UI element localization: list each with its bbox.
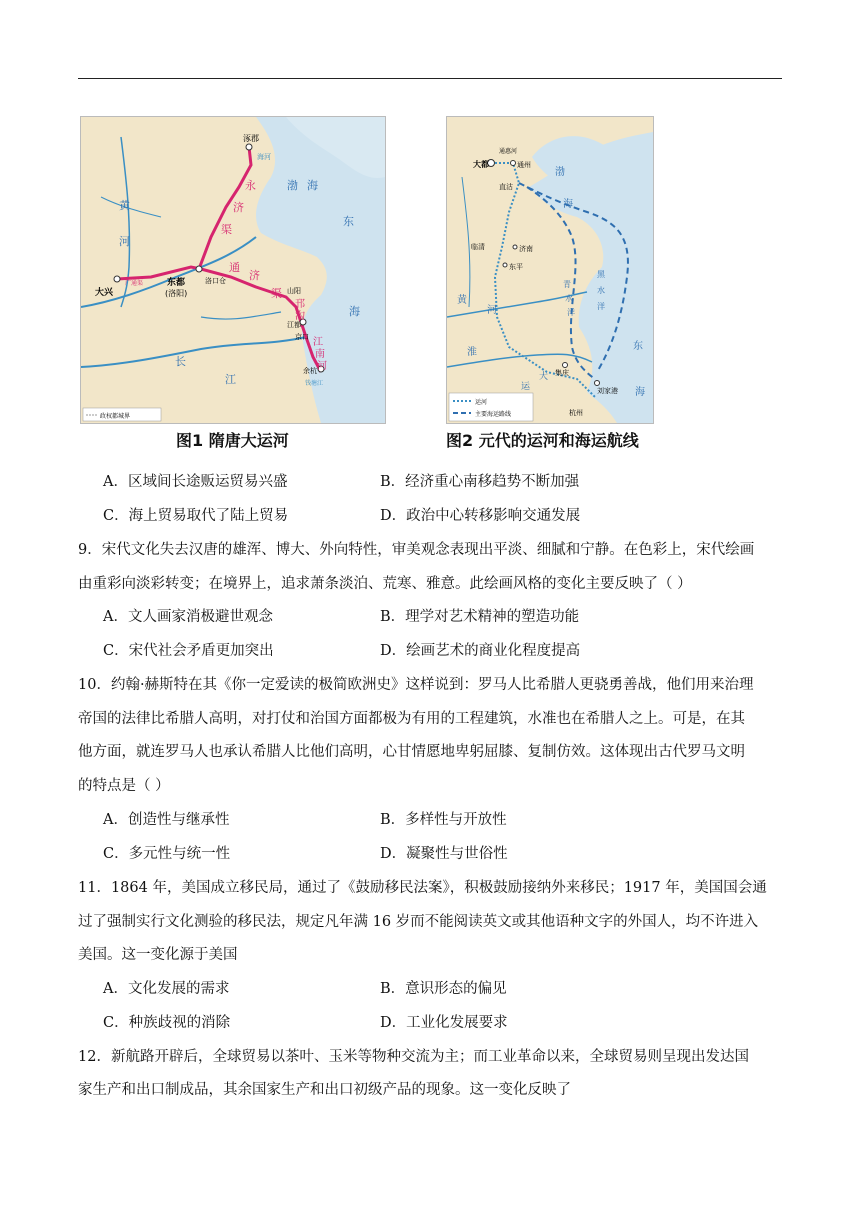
q9-line-1: 9．宋代文化失去汉唐的雄浑、博大、外向特性，审美观念表现出平淡、细腻和宁静。在色彩上，宋代绘画 <box>78 542 755 558</box>
fig1-label-guangtongqu: 广通渠 <box>125 280 144 287</box>
fig2-label-bo: 渤 <box>555 167 565 178</box>
fig1-label-yong: 永 <box>245 179 256 192</box>
q12-line-1: 12．新航路开辟后，全球贸易以茶叶、玉米等物种交流为主；而工业革命以来，全球贸易则呈现出发达国 <box>78 1049 749 1065</box>
q12-line-2: 家生产和出口制成品，其余国家生产和出口初级产品的现象。这一变化反映了 <box>78 1082 571 1098</box>
fig2-caption: 图2 元代的运河和海运航线 <box>446 431 639 450</box>
fig1-label-jiang: 江 <box>225 373 236 386</box>
fig1-label-haihe: 海河 <box>257 153 271 161</box>
fig2-label-hai2: 海 <box>635 387 645 398</box>
fig1-label-daxing: 大兴 <box>95 288 114 298</box>
q8-option-d[interactable]: D．政治中心转移影响交通发展 <box>380 508 581 524</box>
map-yuan-canal-sea-route <box>446 116 654 424</box>
fig1-label-luokoucang: 洛口仓 <box>205 277 226 285</box>
fig1-legend: 政权都城界 <box>100 413 131 420</box>
fig2-label-shui2: 水 <box>597 286 605 295</box>
fig2-label-huang: 黄 <box>457 295 467 306</box>
fig1-label-gou: 沟 <box>295 311 305 322</box>
fig1-label-chang: 长 <box>175 355 186 368</box>
fig2-label-hangzhou: 杭州 <box>569 409 583 417</box>
q8-option-a[interactable]: A．区域间长途贩运贸易兴盛 <box>103 474 288 490</box>
fig1-label-nan: 南 <box>315 349 325 360</box>
q11-line-3: 美国。这一变化源于美国 <box>78 947 238 963</box>
fig2-label-linqing: 临清 <box>471 243 485 251</box>
fig1-label-jiangnan: 江 <box>313 337 323 348</box>
q10-line-2: 帝国的法律比希腊人高明，对打仗和治国方面都极为有用的工程建筑，水准也在希腊人之上。可是，在其 <box>78 711 745 727</box>
header-rule <box>78 78 782 79</box>
fig1-label-shanyang: 山阳 <box>287 287 301 295</box>
q11-option-c[interactable]: C．种族歧视的消除 <box>103 1015 231 1031</box>
fig2-label-zhigu: 直沽 <box>499 183 513 191</box>
fig1-label-jingkou: 京口 <box>295 333 309 341</box>
q10-option-b[interactable]: B．多样性与开放性 <box>380 812 507 828</box>
fig2-label-liujiagang: 刘家港 <box>597 387 618 395</box>
fig2-label-yang2: 洋 <box>597 302 605 311</box>
q11-line-2: 过了强制实行文化测验的移民法，规定凡年满 16 岁而不能阅读英文或其他语种文字的外国人，均不许进入 <box>78 914 759 930</box>
fig2-label-he: 河 <box>487 305 497 316</box>
fig2-label-hei: 黑 <box>597 270 605 279</box>
fig1-label-jiangdu: 江都 <box>287 321 301 329</box>
q9-option-a[interactable]: A．文人画家消极避世观念 <box>103 609 273 625</box>
fig2-label-dong: 东 <box>633 341 643 352</box>
fig1-label-han: 邗 <box>295 299 305 310</box>
fig1-caption: 图1 隋唐大运河 <box>176 431 289 450</box>
fig2-label-hai1: 海 <box>563 199 573 210</box>
fig1-label-bohai2: 海 <box>307 179 318 192</box>
fig1-label-bohai: 渤 <box>287 179 298 192</box>
q10-option-d[interactable]: D．凝聚性与世俗性 <box>380 846 508 862</box>
fig1-label-he3: 河 <box>317 361 327 372</box>
fig1-label-ji: 济 <box>233 201 244 214</box>
q10-line-1: 10．约翰·赫斯特在其《你一定爱读的极简欧洲史》这样说到：罗马人比希腊人更骁勇善战，他们用来治理 <box>78 677 754 693</box>
fig1-label-dong: 东 <box>343 215 354 228</box>
fig2-label-yang: 洋 <box>567 308 575 317</box>
fig2-legend-sea: 主要海运路线 <box>475 411 512 418</box>
fig1-label-luoyang: (洛阳) <box>165 289 188 298</box>
q11-option-d[interactable]: D．工业化发展要求 <box>380 1015 508 1031</box>
fig2-label-huai: 淮 <box>467 347 477 358</box>
fig1-label-huang: 黄 <box>119 199 130 212</box>
q10-line-4: 的特点是（ ） <box>78 778 170 794</box>
fig1-label-dongdu: 东都 <box>167 278 186 288</box>
fig2-legend-canal: 运河 <box>475 399 488 406</box>
fig2-label-yun: 运 <box>521 382 531 392</box>
fig1-label-hai: 海 <box>349 305 360 318</box>
q11-option-a[interactable]: A．文化发展的需求 <box>103 981 230 997</box>
fig1-label-ji2: 济 <box>249 269 260 282</box>
fig1-label-tong: 通 <box>229 261 240 274</box>
fig1-label-he: 河 <box>119 235 130 248</box>
fig1-label-qu2: 渠 <box>271 287 282 300</box>
q11-line-1: 11．1864 年，美国成立移民局，通过了《鼓励移民法案》，积极鼓励接纳外来移民；1917 年，美国国会通 <box>78 880 767 896</box>
fig2-label-dongping: 东平 <box>509 263 523 271</box>
fig2-label-tongzhou: 通州 <box>517 161 531 169</box>
q9-line-2: 由重彩向淡彩转变；在境界上，追求萧条淡泊、荒寒、雅意。此绘画风格的变化主要反映了（ ） <box>78 576 692 592</box>
fig2-label-da: 大 <box>539 372 549 382</box>
fig1-label-qiantangjiang: 钱塘江 <box>305 380 324 387</box>
q10-line-3: 他方面，就连罗马人也承认希腊人比他们高明，心甘情愿地卑躬屈膝、复制仿效。这体现出古代罗马文明 <box>78 744 745 760</box>
fig1-label-qu: 渠 <box>221 223 232 236</box>
map-sui-tang-canal <box>80 116 386 424</box>
q8-option-c[interactable]: C．海上贸易取代了陆上贸易 <box>103 508 289 524</box>
fig1-label-zhuojun: 涿郡 <box>243 134 259 143</box>
q10-option-a[interactable]: A．创造性与继承性 <box>103 812 230 828</box>
q9-option-d[interactable]: D．绘画艺术的商业化程度提高 <box>380 643 581 659</box>
q9-option-b[interactable]: B．理学对艺术精神的塑造功能 <box>380 609 580 625</box>
fig1-label-yuhang: 余杭 <box>303 367 317 375</box>
fig2-label-shui: 水 <box>565 294 573 303</box>
q11-option-b[interactable]: B．意识形态的偏见 <box>380 981 507 997</box>
q9-option-c[interactable]: C．宋代社会矛盾更加突出 <box>103 643 274 659</box>
q8-option-b[interactable]: B．经济重心南移趋势不断加强 <box>380 474 580 490</box>
fig2-label-qing: 青 <box>563 280 571 289</box>
fig2-label-jinan: 济南 <box>519 245 533 253</box>
fig2-label-tonghuihe: 通惠河 <box>499 148 518 155</box>
fig2-label-jiqing: 集庆 <box>555 369 569 377</box>
fig2-label-dadu: 大都 <box>473 160 489 169</box>
q10-option-c[interactable]: C．多元性与统一性 <box>103 846 231 862</box>
